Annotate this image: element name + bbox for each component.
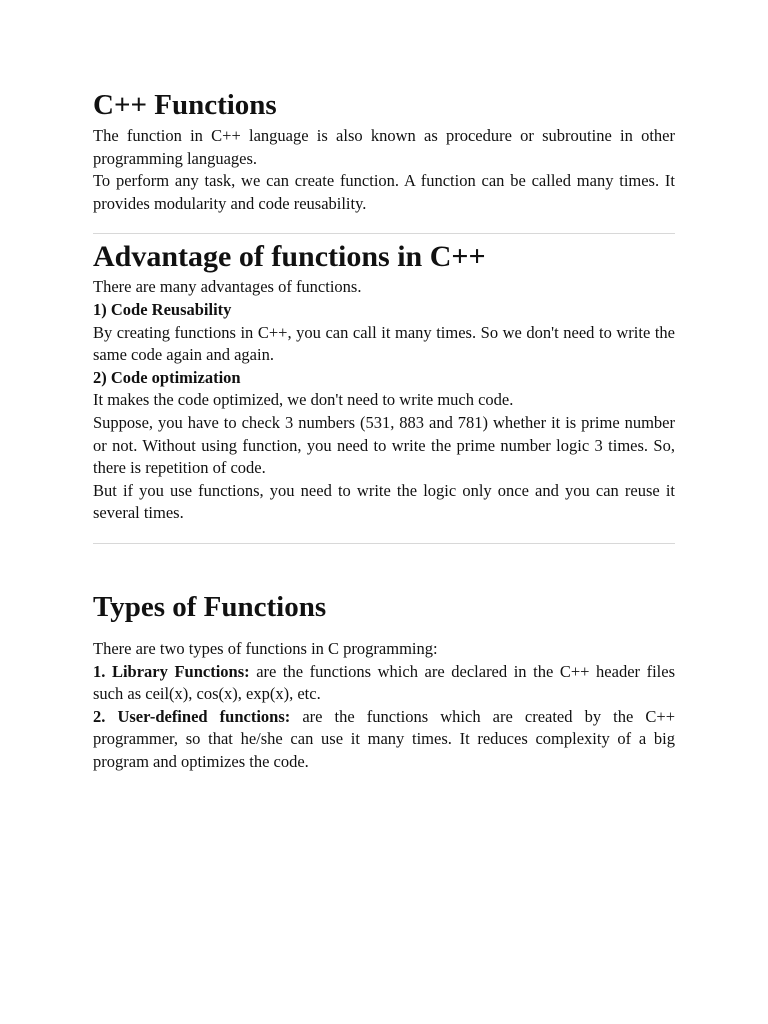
paragraph-advantages-intro: There are many advantages of functions.	[93, 277, 362, 297]
list-item-library-functions	[93, 661, 675, 706]
divider	[93, 233, 675, 234]
section-cpp-functions	[93, 88, 675, 215]
subheading-code-reusability: 1) Code Reusability	[93, 299, 232, 319]
text-user-defined-functions: are the functions which are created by the C++ programmer, so that he/she can use it many times. It reduces complexity of a big program and optimizes the code.	[93, 706, 675, 771]
divider	[93, 543, 675, 544]
paragraph-code-optimization: It makes the code optimized, we don't need to write much code.	[93, 390, 514, 410]
paragraph-reuse: But if you use functions, you need to write the logic only once and you can reuse it several times.	[93, 480, 675, 523]
section-advantages	[93, 240, 675, 525]
paragraph-intro-2: To perform any task, we can create function. A function can be called many times. It provides modularity and code reusability.	[93, 171, 675, 213]
heading-advantages: Advantage of functions in C++	[93, 240, 486, 274]
paragraph-prime-example: Suppose, you have to check 3 numbers (531, 883 and 781) whether it is prime number or not. Without using function, you need to write the prime number logic 3 times. So, there is repetition of code.	[93, 412, 675, 478]
document-page	[93, 0, 675, 773]
paragraph-code-reusability: By creating functions in C++, you can call it many times. So we don't need to write the same code again and again.	[93, 322, 675, 365]
section-types	[93, 590, 675, 774]
subheading-code-optimization: 2) Code optimization	[93, 367, 241, 387]
paragraph-intro-1: The function in C++ language is also known as procedure or subroutine in other programming languages.	[93, 126, 675, 168]
label-library-functions: 1. Library Functions:	[93, 661, 250, 681]
paragraph-types-intro: There are two types of functions in C programming:	[93, 638, 438, 658]
text-library-functions: are the functions which are declared in the C++ header files such as ceil(x), cos(x), exp(x), etc.	[93, 661, 675, 704]
label-user-defined-functions: 2. User-defined functions:	[93, 706, 291, 726]
heading-types-of-functions: Types of Functions	[93, 590, 327, 623]
heading-cpp-functions: C++ Functions	[93, 89, 277, 121]
list-item-user-defined-functions	[93, 706, 675, 774]
